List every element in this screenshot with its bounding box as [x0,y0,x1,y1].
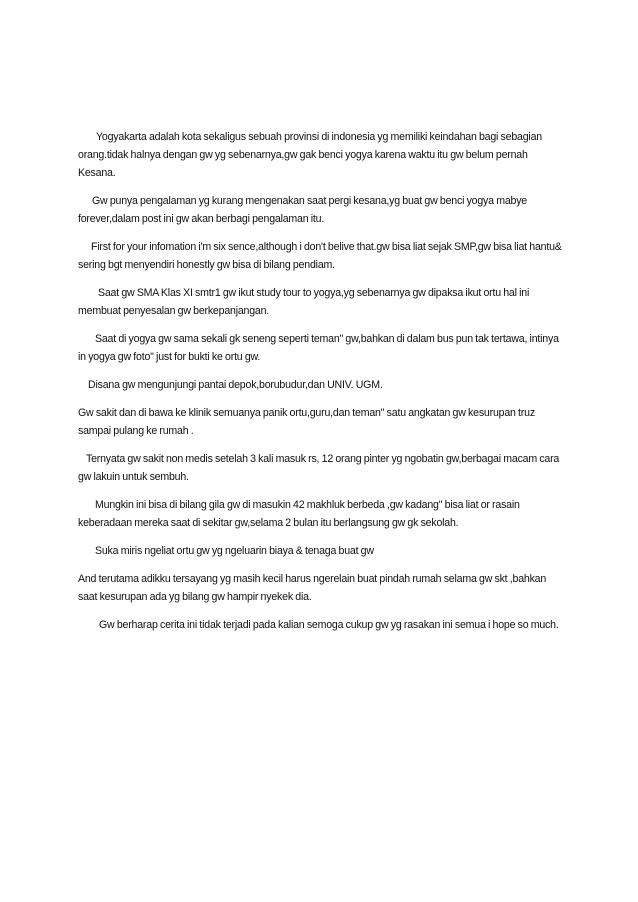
paragraph-12: Gw berharap cerita ini tidak terjadi pada kalian semoga cukup gw yg rasakan ini semua i hope so much. [99,619,559,631]
document-body [78,128,566,644]
paragraph-2: Gw punya pengalaman yg kurang mengenakan saat pergi kesana,yg buat gw benci yogya mabye forever,dalam post ini gw akan berbagi pengalaman itu. [78,195,527,225]
paragraph-6: Disana gw mengunjungi pantai depok,borubudur,dan UNIV. UGM. [88,379,383,391]
paragraph-3: First for your infomation i'm six sence,although i don't belive that.gw bisa liat sejak SMP,gw bisa liat hantu& sering bgt menyendiri honestly gw bisa di bilang pendiam. [78,241,562,271]
paragraph-10: Suka miris ngeliat ortu gw yg ngeluarin biaya & tenaga buat gw [95,545,374,557]
paragraph-8: Ternyata gw sakit non medis setelah 3 kali masuk rs, 12 orang pinter yg ngobatin gw,berbagai macam cara gw lakuin untuk sembuh. [78,453,560,483]
paragraph-9: Mungkin ini bisa di bilang gila gw di masukin 42 makhluk berbeda ,gw kadang" bisa liat or rasain keberadaan mereka saat di sekitar gw,selama 2 bulan itu berlangsung gw gk sekolah. [78,499,520,529]
paragraph-5: Saat di yogya gw sama sekali gk seneng seperti teman" gw,bahkan di dalam bus pun tak tertawa, intinya in yogya gw foto" just for bukti ke ortu gw. [78,333,559,363]
paragraph-11: And terutama adikku tersayang yg masih kecil harus ngerelain buat pindah rumah selama gw skt ,bahkan saat kesurupan ada yg bilang gw hampir nyekek dia. [78,573,547,603]
paragraph-7: Gw sakit dan di bawa ke klinik semuanya panik ortu,guru,dan teman" satu angkatan gw kesurupan truz sampai pulang ke rumah . [78,407,535,437]
paragraph-4: Saat gw SMA Klas XI smtr1 gw ikut study tour to yogya,yg sebenarnya gw dipaksa ikut ortu hal ini membuat penyesalan gw berkepanjangan. [78,287,530,317]
paragraph-1: Yogyakarta adalah kota sekaligus sebuah provinsi di indonesia yg memiliki keindahan bagi sebagian orang.tidak halnya dengan gw yg sebenarnya,gw gak benci yogya karena waktu itu gw belum pernah Kesana. [78,131,542,179]
